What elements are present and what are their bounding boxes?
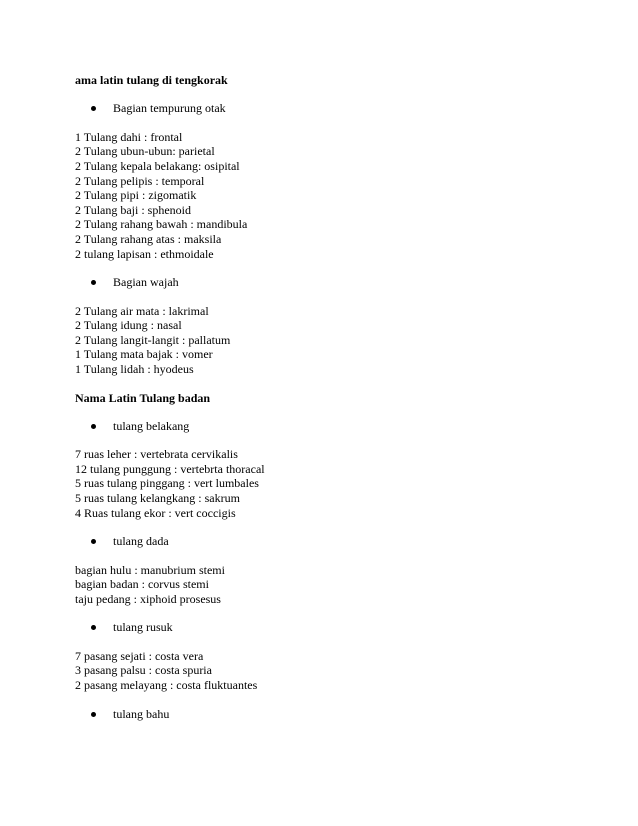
- list-line: 1 Tulang mata bajak : vomer: [75, 347, 213, 362]
- list-line: 1 Tulang lidah : hyodeus: [75, 361, 194, 376]
- bullet-label: tulang rusuk: [113, 620, 173, 635]
- bullet-label: tulang belakang: [113, 418, 190, 433]
- list-line: 5 ruas tulang pinggang : vert lumbales: [75, 476, 259, 491]
- list-line: 7 pasang sejati : costa vera: [75, 648, 204, 663]
- bullet-dot-icon: [91, 712, 96, 717]
- list-line: 2 Tulang baji : sphenoid: [75, 202, 192, 217]
- bullet-item-chest: [75, 534, 595, 548]
- bullet-item-spine: [75, 419, 595, 433]
- list-line: taju pedang : xiphoid prosesus: [75, 591, 221, 606]
- bone-list-ribs: [75, 649, 595, 693]
- bone-list-spine: [75, 447, 595, 520]
- list-line: 2 Tulang idung : nasal: [75, 318, 182, 333]
- list-line: 2 Tulang pipi : zigomatik: [75, 188, 197, 203]
- list-line: 1 Tulang dahi : frontal: [75, 129, 183, 144]
- bullet-dot-icon: [91, 424, 96, 429]
- list-line: 2 Tulang kepala belakang: osipital: [75, 158, 240, 173]
- bullet-dot-icon: [91, 625, 96, 630]
- bullet-item-face: [75, 275, 595, 289]
- bullet-item-shoulder: [75, 707, 595, 721]
- list-line: 7 ruas leher : vertebrata cervikalis: [75, 447, 238, 462]
- list-line: 4 Ruas tulang ekor : vert coccigis: [75, 505, 236, 520]
- list-line: 2 Tulang air mata : lakrimal: [75, 303, 209, 318]
- list-line: 3 pasang palsu : costa spuria: [75, 663, 212, 678]
- bullet-dot-icon: [91, 106, 96, 111]
- list-line: 2 Tulang pelipis : temporal: [75, 173, 205, 188]
- bullet-label: tulang dada: [113, 534, 169, 549]
- bullet-label: Bagian wajah: [113, 275, 179, 290]
- bullet-item-brain-case: [75, 101, 595, 115]
- document-page: [75, 73, 595, 735]
- bullet-label: tulang bahu: [113, 706, 170, 721]
- list-line: bagian hulu : manubrium stemi: [75, 562, 225, 577]
- section-heading-skull: ama latin tulang di tengkorak: [75, 73, 228, 87]
- list-line: 2 Tulang rahang atas : maksila: [75, 231, 222, 246]
- bone-list-chest: [75, 563, 595, 607]
- list-line: 2 Tulang langit-langit : pallatum: [75, 332, 231, 347]
- bone-list-face: [75, 304, 595, 377]
- bone-list-brain-case: [75, 130, 595, 261]
- list-line: 5 ruas tulang kelangkang : sakrum: [75, 491, 240, 506]
- list-line: 2 pasang melayang : costa fluktuantes: [75, 678, 258, 693]
- bullet-dot-icon: [91, 280, 96, 285]
- section-heading-body: Nama Latin Tulang badan: [75, 390, 211, 405]
- list-line: 2 Tulang ubun-ubun: parietal: [75, 144, 215, 159]
- bullet-label: Bagian tempurung otak: [113, 101, 226, 116]
- list-line: bagian badan : corvus stemi: [75, 577, 209, 592]
- bullet-dot-icon: [91, 539, 96, 544]
- bullet-item-ribs: [75, 620, 595, 634]
- list-line: 2 tulang lapisan : ethmoidale: [75, 246, 214, 261]
- list-line: 12 tulang punggung : vertebrta thoracal: [75, 461, 265, 476]
- list-line: 2 Tulang rahang bawah : mandibula: [75, 217, 248, 232]
